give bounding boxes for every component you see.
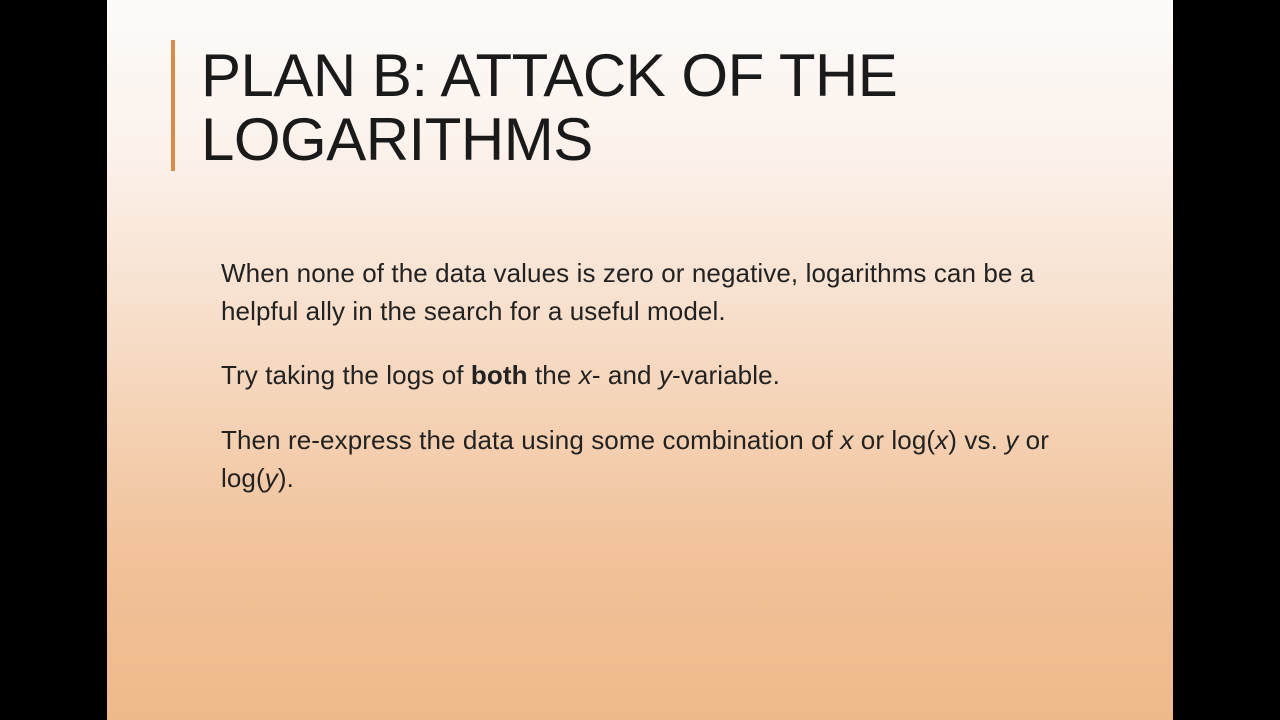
letterbox-bar-right — [1173, 0, 1280, 720]
text-run: y — [1005, 424, 1019, 455]
text-run: ). — [277, 462, 294, 493]
text-run: x — [578, 360, 592, 391]
body-paragraph-1 — [221, 254, 1051, 330]
text-run: Then re-express the data using some combination of — [221, 424, 841, 455]
text-run: x — [840, 424, 854, 455]
letterbox-bar-left — [0, 0, 107, 720]
page-title: PLAN B: ATTACK OF THE LOGARITHMS — [201, 42, 898, 173]
text-run: -variable. — [672, 360, 780, 391]
title-accent-bar — [171, 40, 175, 171]
text-run: - and — [591, 360, 659, 391]
text-run: y — [264, 462, 278, 493]
text-run: or log( — [221, 424, 1049, 493]
text-run: or log( — [853, 424, 936, 455]
slide-title-block — [171, 40, 1101, 171]
text-run: x — [935, 424, 949, 455]
slide-canvas — [107, 0, 1173, 720]
text-run: both — [470, 360, 528, 391]
slide-body — [221, 228, 1051, 497]
text-run: the — [527, 360, 579, 391]
text-run: y — [658, 360, 673, 391]
body-paragraph-2 — [221, 356, 1051, 394]
text-run: Try taking the logs of — [221, 360, 471, 391]
text-run: When none of the data values is zero or negative, logarithms can be a helpful ally in the search for a useful model. — [221, 258, 1035, 327]
body-paragraph-3 — [221, 421, 1051, 497]
text-run: ) vs. — [948, 424, 1006, 455]
